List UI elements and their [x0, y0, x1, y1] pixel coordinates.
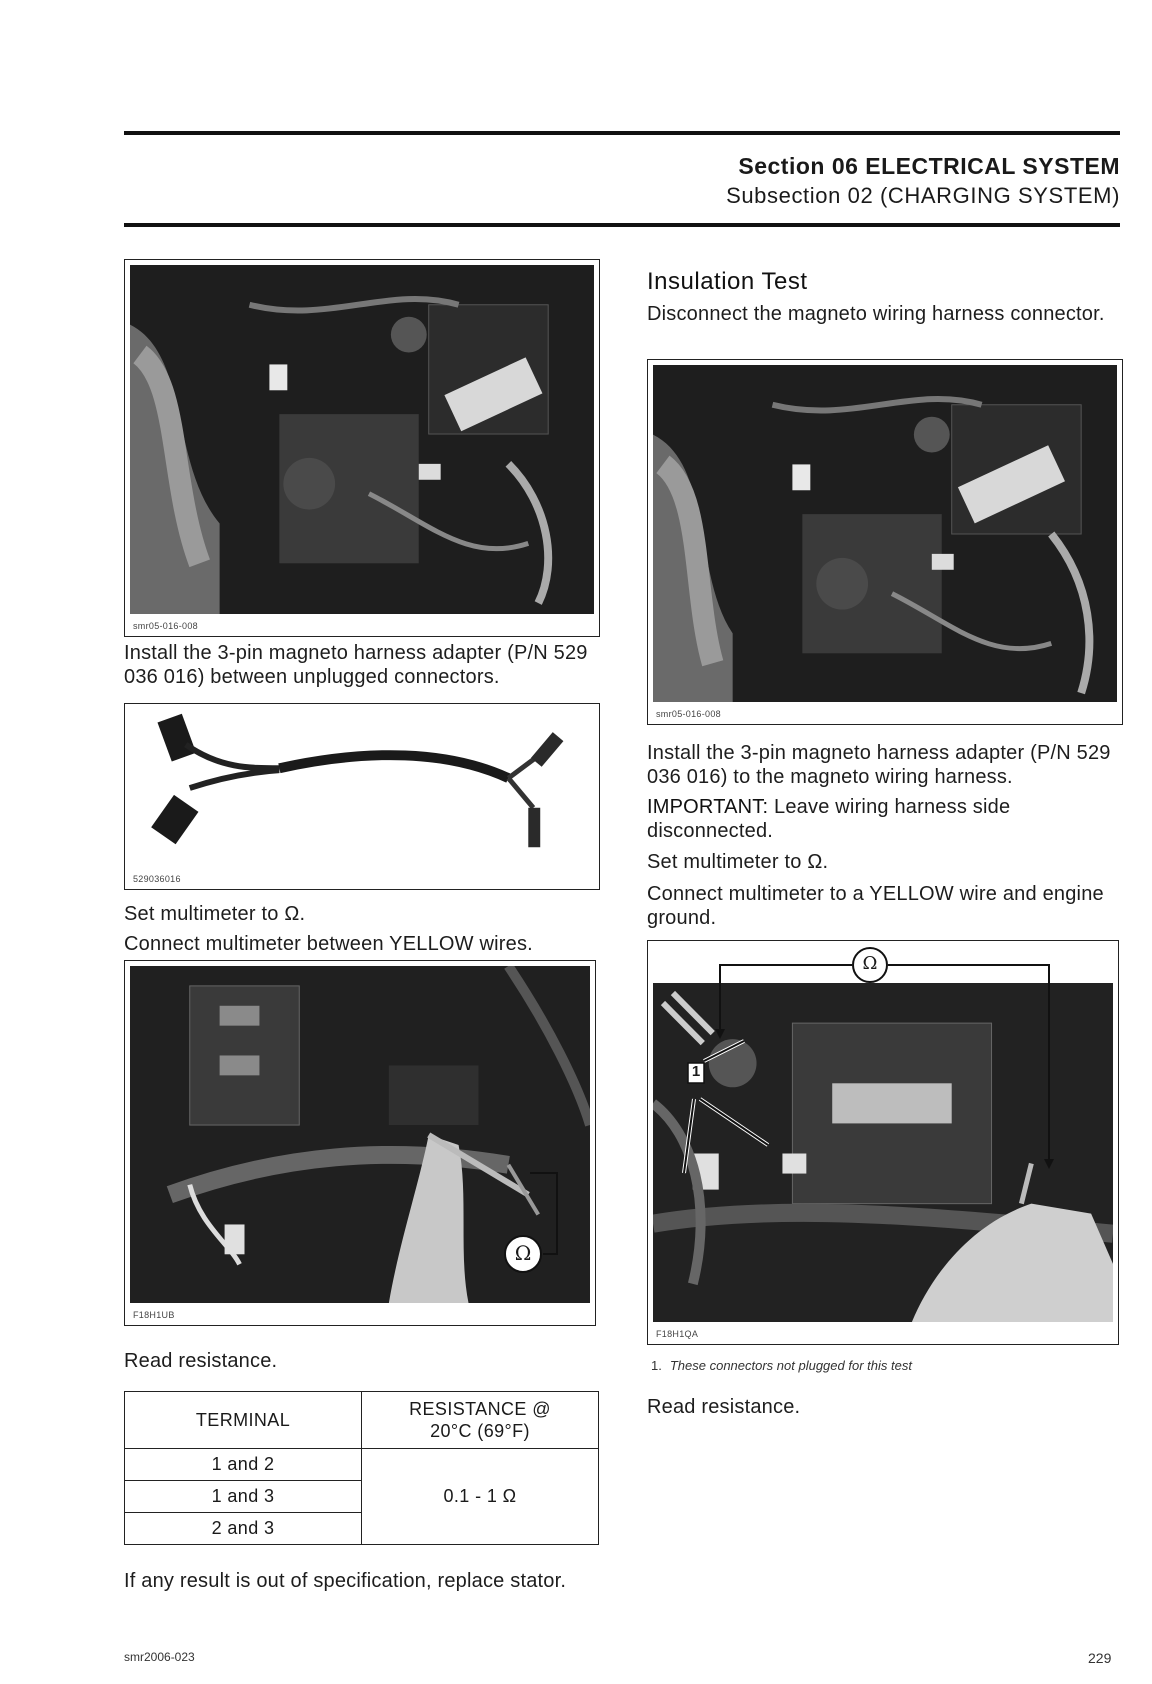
header-terminal: TERMINAL — [125, 1392, 362, 1449]
resistance-table — [124, 1391, 599, 1545]
resistance-cell: 0.1 - 1 Ω — [362, 1449, 599, 1545]
paragraph-disconnect: Disconnect the magneto wiring harness connector. — [647, 303, 1105, 325]
figure-reference: smr05-016-008 — [656, 709, 721, 719]
callout-lines — [648, 941, 1120, 1346]
terminal-cell: 1 and 3 — [125, 1481, 362, 1513]
header-top-rule — [124, 131, 1120, 135]
caption-text: These connectors not plugged for this test — [669, 1358, 912, 1373]
engine-photo-figure — [124, 259, 600, 637]
connector-photo — [653, 365, 1117, 702]
important-label: IMPORTANT: — [647, 796, 769, 818]
paragraph-install-to-harness: Install the 3-pin magneto harness adapter (P/N 529 036 016) to the magneto wiring harness. — [647, 742, 1111, 788]
omega-callout: Ω — [514, 1241, 532, 1265]
important-text: Leave wiring harness side disconnected. — [647, 796, 1011, 842]
paragraph-set-multimeter-2: Set multimeter to Ω. — [647, 851, 829, 873]
terminal-cell: 2 and 3 — [125, 1513, 362, 1545]
terminal-cell: 1 and 2 — [125, 1449, 362, 1481]
footer-page-number: 229 — [1088, 1650, 1112, 1666]
paragraph-install-adapter: Install the 3-pin magneto harness adapter (P/N 529 036 016) between unplugged connectors. — [124, 642, 588, 688]
paragraph-replace-stator: If any result is out of specification, replace stator. — [124, 1570, 567, 1592]
adapter-photo — [130, 709, 594, 867]
paragraph-connect-yellow-ground: Connect multimeter to a YELLOW wire and engine ground. — [647, 883, 1104, 929]
paragraph-read-resistance-2: Read resistance. — [647, 1396, 801, 1418]
caption-number: 1. — [651, 1358, 662, 1373]
table-row — [125, 1449, 599, 1481]
figure-reference: smr05-016-008 — [133, 621, 198, 631]
connector-callout-number: 1 — [691, 1063, 701, 1080]
footer-doc-number: smr2006-023 — [124, 1650, 195, 1664]
header-bottom-rule — [124, 223, 1120, 227]
subsection-title: Subsection 02 (CHARGING SYSTEM) — [726, 183, 1120, 208]
ground-test-figure — [647, 940, 1119, 1345]
section-title: Section 06 ELECTRICAL SYSTEM — [738, 153, 1120, 179]
engine-photo — [130, 265, 594, 614]
figure-reference: F18H1UB — [133, 1310, 175, 1320]
paragraph-important — [647, 795, 1125, 843]
multimeter-photo-figure — [124, 960, 596, 1326]
insulation-test-heading: Insulation Test — [647, 268, 808, 295]
figure-reference: 529036016 — [133, 874, 181, 884]
paragraph-read-resistance: Read resistance. — [124, 1350, 278, 1372]
paragraph-connect-multimeter: Connect multimeter between YELLOW wires. — [124, 933, 533, 955]
adapter-figure — [124, 703, 600, 890]
paragraph-set-multimeter: Set multimeter to Ω. — [124, 903, 306, 925]
table-header-row — [125, 1392, 599, 1449]
connector-photo-figure — [647, 359, 1123, 725]
figure-caption — [651, 1358, 1121, 1373]
omega-callout: Ω — [862, 953, 878, 974]
header-resistance: RESISTANCE @ 20°C (69°F) — [362, 1392, 599, 1449]
callout-lines — [125, 961, 597, 1327]
figure-reference: F18H1QA — [656, 1329, 699, 1339]
